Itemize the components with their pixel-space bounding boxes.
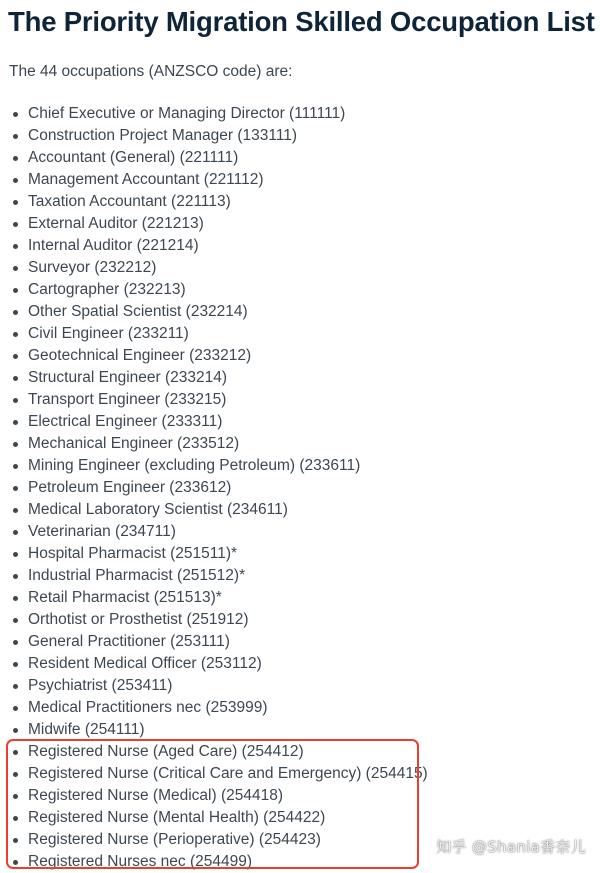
list-item xyxy=(0,477,428,499)
list-item xyxy=(0,323,428,345)
occupation-label: Mechanical Engineer (233512) xyxy=(28,435,240,452)
bullet-icon xyxy=(13,398,18,403)
page-title: The Priority Migration Skilled Occupation List xyxy=(8,6,595,37)
occupation-label: Cartographer (232213) xyxy=(28,281,186,298)
occupation-label: Geotechnical Engineer (233212) xyxy=(28,347,252,364)
bullet-icon xyxy=(13,442,18,447)
bullet-icon xyxy=(13,376,18,381)
bullet-icon xyxy=(13,728,18,733)
bullet-icon xyxy=(13,618,18,623)
bullet-icon xyxy=(13,332,18,337)
list-item xyxy=(0,389,428,411)
list-item xyxy=(0,147,428,169)
bullet-icon xyxy=(13,222,18,227)
list-item xyxy=(0,543,428,565)
occupation-label: Civil Engineer (233211) xyxy=(28,325,189,342)
list-item xyxy=(0,653,428,675)
occupation-label: Registered Nurse (Aged Care) (254412) xyxy=(28,743,304,760)
list-item xyxy=(0,103,428,125)
bullet-icon xyxy=(13,508,18,513)
occupation-label: Other Spatial Scientist (232214) xyxy=(28,303,248,320)
bullet-icon xyxy=(13,420,18,425)
bullet-icon xyxy=(13,552,18,557)
list-item xyxy=(0,213,428,235)
list-item xyxy=(0,257,428,279)
occupation-label: Accountant (General) (221111) xyxy=(28,149,239,166)
list-item xyxy=(0,697,428,719)
bullet-icon xyxy=(13,640,18,645)
list-item xyxy=(0,125,428,147)
list-item xyxy=(0,499,428,521)
occupation-label: Transport Engineer (233215) xyxy=(28,391,227,408)
list-item xyxy=(0,279,428,301)
list-item xyxy=(0,345,428,367)
occupation-label: Electrical Engineer (233311) xyxy=(28,413,223,430)
list-item xyxy=(0,169,428,191)
occupation-label: Internal Auditor (221214) xyxy=(28,237,199,254)
occupation-label: Registered Nurses nec (254499) xyxy=(28,853,253,870)
list-item xyxy=(0,235,428,257)
list-item xyxy=(0,565,428,587)
occupation-label: Midwife (254111) xyxy=(28,721,145,738)
occupation-label: Construction Project Manager (133111) xyxy=(28,127,298,144)
bullet-icon xyxy=(13,178,18,183)
list-item xyxy=(0,521,428,543)
bullet-icon xyxy=(13,134,18,139)
list-item xyxy=(0,433,428,455)
occupation-label: Medical Laboratory Scientist (234611) xyxy=(28,501,288,518)
occupation-label: Retail Pharmacist (251513)* xyxy=(28,589,222,606)
occupation-label: Taxation Accountant (221113) xyxy=(28,193,231,210)
occupation-label: General Practitioner (253111) xyxy=(28,633,230,650)
occupation-label: Veterinarian (234711) xyxy=(28,523,176,540)
bullet-icon xyxy=(13,662,18,667)
bullet-icon xyxy=(13,156,18,161)
occupation-label: Surveyor (232212) xyxy=(28,259,157,276)
bullet-icon xyxy=(13,574,18,579)
watermark: 知乎 @Shania香奈儿 xyxy=(436,838,586,856)
bullet-icon xyxy=(13,354,18,359)
bullet-icon xyxy=(13,266,18,271)
occupation-label: Management Accountant (221112) xyxy=(28,171,264,188)
list-item xyxy=(0,455,428,477)
list-item xyxy=(0,675,428,697)
list-item xyxy=(0,301,428,323)
occupation-label: Registered Nurse (Critical Care and Emergency) (254415) xyxy=(28,765,428,782)
bullet-icon xyxy=(13,530,18,535)
bullet-icon xyxy=(13,684,18,689)
intro-text: The 44 occupations (ANZSCO code) are: xyxy=(9,63,293,80)
occupation-label: External Auditor (221213) xyxy=(28,215,204,232)
bullet-icon xyxy=(13,464,18,469)
occupation-label: Psychiatrist (253411) xyxy=(28,677,173,694)
list-item xyxy=(0,191,428,213)
nurse-highlight-box xyxy=(6,739,419,869)
occupation-label: Hospital Pharmacist (251511)* xyxy=(28,545,238,562)
occupation-label: Petroleum Engineer (233612) xyxy=(28,479,232,496)
occupation-label: Resident Medical Officer (253112) xyxy=(28,655,262,672)
list-item xyxy=(0,631,428,653)
bullet-icon xyxy=(13,596,18,601)
bullet-icon xyxy=(13,706,18,711)
occupation-label: Orthotist or Prosthetist (251912) xyxy=(28,611,249,628)
bullet-icon xyxy=(13,288,18,293)
list-item xyxy=(0,411,428,433)
occupation-label: Structural Engineer (233214) xyxy=(28,369,228,386)
occupation-label: Medical Practitioners nec (253999) xyxy=(28,699,268,716)
occupation-label: Registered Nurse (Perioperative) (254423) xyxy=(28,831,321,848)
bullet-icon xyxy=(13,310,18,315)
occupation-label: Chief Executive or Managing Director (111111) xyxy=(28,105,346,122)
occupation-label: Registered Nurse (Medical) (254418) xyxy=(28,787,284,804)
bullet-icon xyxy=(13,112,18,117)
list-item xyxy=(0,367,428,389)
bullet-icon xyxy=(13,486,18,491)
list-item xyxy=(0,719,428,741)
list-item xyxy=(0,609,428,631)
list-item xyxy=(0,587,428,609)
occupation-label: Mining Engineer (excluding Petroleum) (233611) xyxy=(28,457,361,474)
occupation-label: Industrial Pharmacist (251512)* xyxy=(28,567,246,584)
bullet-icon xyxy=(13,244,18,249)
occupation-label: Registered Nurse (Mental Health) (254422) xyxy=(28,809,326,826)
bullet-icon xyxy=(13,200,18,205)
